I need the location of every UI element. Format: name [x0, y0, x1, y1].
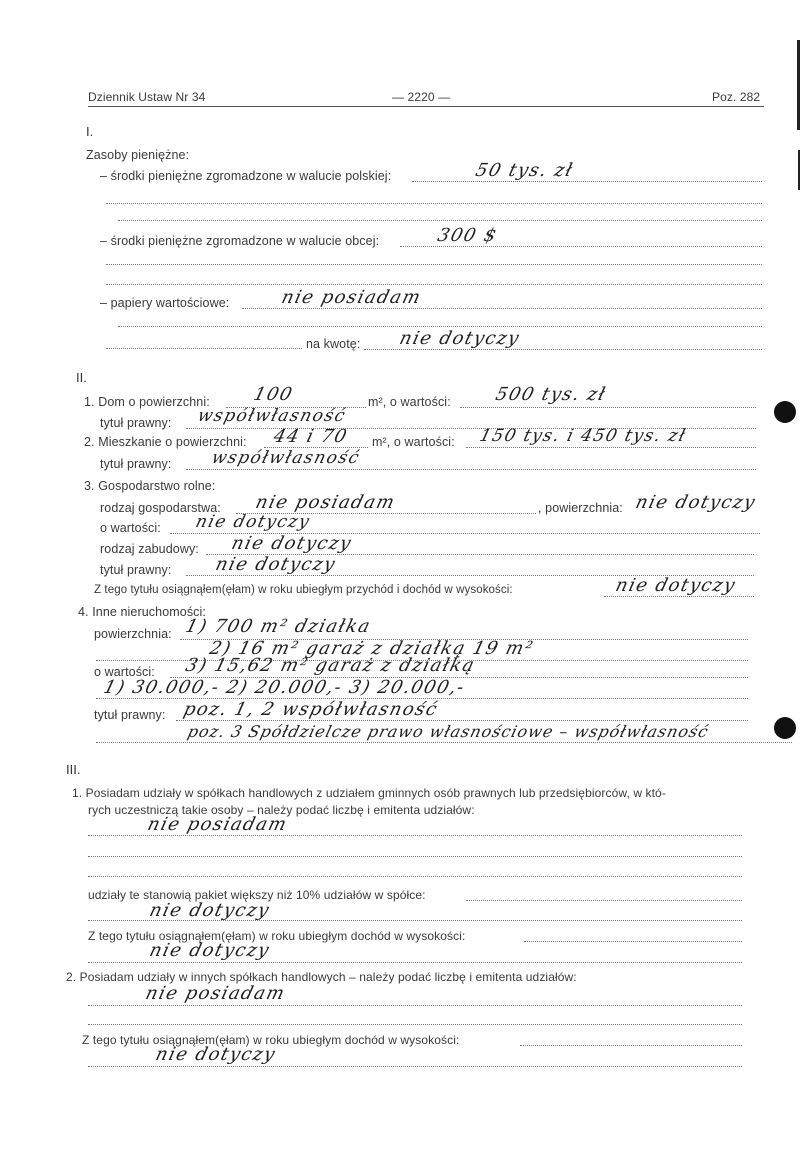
section-i-number: I.	[86, 124, 94, 139]
flat-title-line	[186, 469, 756, 470]
other-area-1: 1) 700 m² działka	[183, 616, 374, 637]
farm-label: 3. Gospodarstwo rolne:	[84, 479, 216, 493]
other-title-1: poz. 1, 2 współwłasność	[181, 699, 441, 720]
farm-build-value: nie dotyczy	[229, 533, 355, 554]
pln-funds-value: 50 tys. zł	[473, 160, 576, 181]
dotted-line	[106, 348, 302, 349]
other-title-line	[176, 720, 748, 721]
farm-income-value: nie dotyczy	[613, 575, 739, 596]
other-value-label: o wartości:	[94, 665, 155, 679]
other-values: 1) 30.000,- 2) 20.000,- 3) 20.000,-	[101, 677, 468, 698]
dotted-line	[106, 203, 762, 204]
shares-q1-income-answer: nie dotyczy	[147, 940, 273, 961]
dotted-line	[88, 920, 742, 921]
securities-label: – papiery wartościowe:	[100, 296, 230, 310]
other-property-label: 4. Inne nieruchomości:	[78, 605, 206, 619]
shares-package-line	[466, 900, 742, 901]
punch-hole	[774, 401, 796, 423]
dotted-line	[118, 220, 762, 221]
farm-type-label: rodzaj gospodarstwa:	[100, 501, 221, 515]
cash-resources-title: Zasoby pieniężne:	[86, 148, 190, 162]
flat-title-label: tytuł prawny:	[100, 457, 172, 471]
shares-q1-income-label: Z tego tytułu osiągnąłem(ęłam) w roku ubiegłym dochód w wysokości:	[88, 929, 466, 943]
pln-funds-line	[412, 181, 762, 182]
shares-q1-line2: rych uczestniczą takie osoby – należy podać liczbę i emitenta udziałów:	[88, 803, 475, 817]
position-number: Poz. 282	[712, 90, 761, 104]
farm-title-label: tytuł prawny:	[100, 563, 172, 577]
house-value: 500 tys. zł	[493, 384, 609, 405]
securities-amount-value: nie dotyczy	[397, 328, 523, 349]
house-title-label: tytuł prawny:	[100, 416, 172, 430]
farm-value-value: nie dotyczy	[193, 512, 313, 532]
flat-title-value: współwłasność	[209, 448, 363, 468]
shares-q1-income-line	[524, 941, 742, 942]
shares-q1-answer: nie posiadam	[145, 814, 290, 835]
shares-q2-income-answer: nie dotyczy	[153, 1044, 279, 1065]
farm-build-label: rodzaj zabudowy:	[100, 542, 199, 556]
farm-income-line	[604, 596, 754, 597]
house-unit-label: m², o wartości:	[368, 395, 451, 409]
other-area-label: powierzchnia:	[94, 627, 172, 641]
flat-value: 150 tys. i 450 tys. zł	[477, 426, 689, 446]
securities-amount-line	[364, 349, 762, 350]
dotted-line	[88, 856, 742, 857]
securities-amount-label: na kwotę:	[306, 337, 361, 351]
dotted-line	[106, 284, 762, 285]
dotted-line	[88, 1024, 742, 1025]
other-area-2: 2) 16 m² garaż z działką 19 m²	[207, 638, 537, 659]
shares-q2-income-label: Z tego tytułu osiągnąłem(ęłam) w roku ubiegłym dochód w wysokości:	[82, 1033, 460, 1047]
house-title-value: współwłasność	[195, 406, 349, 426]
other-title-line	[96, 742, 792, 743]
dotted-line	[88, 1005, 742, 1006]
house-area-value: 100	[251, 384, 296, 405]
fx-funds-value: 300 $	[435, 225, 500, 246]
punch-hole	[774, 717, 796, 739]
dotted-line	[88, 962, 742, 963]
shares-q2-answer: nie posiadam	[143, 983, 288, 1004]
dotted-line	[88, 1066, 742, 1067]
dotted-line	[88, 876, 742, 877]
flat-value-line	[466, 447, 756, 448]
securities-value: nie posiadam	[279, 287, 424, 308]
farm-income-label: Z tego tytułu osiągnąłem(ęłam) w roku ubiegłym przychód i dochód w wysokości:	[94, 584, 513, 596]
flat-area-label: 2. Mieszkanie o powierzchni:	[84, 435, 247, 449]
shares-package-answer: nie dotyczy	[147, 900, 273, 921]
other-title-2: poz. 3 Spółdzielcze prawo własnościowe – współwłasność	[185, 722, 711, 741]
farm-title-value: nie dotyczy	[213, 554, 339, 575]
farm-area-label: , powierzchnia:	[538, 501, 623, 515]
shares-q2-income-line	[520, 1045, 742, 1046]
section-ii-number: II.	[76, 370, 87, 385]
flat-unit-label: m², o wartości:	[372, 435, 455, 449]
shares-q1-line1: 1. Posiadam udziały w spółkach handlowych z udziałem gminnych osób prawnych lub przedsiębiorców, w któ-	[72, 786, 666, 800]
other-title-label: tytuł prawny:	[94, 708, 166, 722]
dotted-line	[118, 326, 762, 327]
fx-funds-line	[400, 246, 762, 247]
fx-funds-label: – środki pieniężne zgromadzone w walucie obcej:	[100, 234, 380, 248]
shares-q2-line: 2. Posiadam udziały w innych spółkach handlowych – należy podać liczbę i emitenta udziałów:	[66, 970, 577, 984]
journal-title: Dziennik Ustaw Nr 34	[88, 90, 206, 104]
page-number: — 2220 —	[392, 90, 451, 104]
section-iii-number: III.	[66, 762, 81, 777]
farm-value-label: o wartości:	[100, 521, 161, 535]
other-area-3: 3) 15,62 m² garaż z działką	[183, 655, 478, 676]
dotted-line	[88, 835, 742, 836]
house-area-label: 1. Dom o powierzchni:	[84, 395, 210, 409]
farm-type-value: nie posiadam	[253, 492, 398, 513]
pln-funds-label: – środki pieniężne zgromadzone w walucie polskiej:	[100, 169, 392, 183]
farm-area-value: nie dotyczy	[633, 492, 759, 513]
house-value-line	[460, 407, 756, 408]
flat-area-value: 44 i 70	[271, 426, 351, 447]
shares-package-label: udziały te stanowią pakiet większy niż 10% udziałów w spółce:	[88, 888, 426, 902]
header-rule	[88, 106, 764, 107]
dotted-line	[106, 264, 762, 265]
securities-line	[242, 308, 762, 309]
